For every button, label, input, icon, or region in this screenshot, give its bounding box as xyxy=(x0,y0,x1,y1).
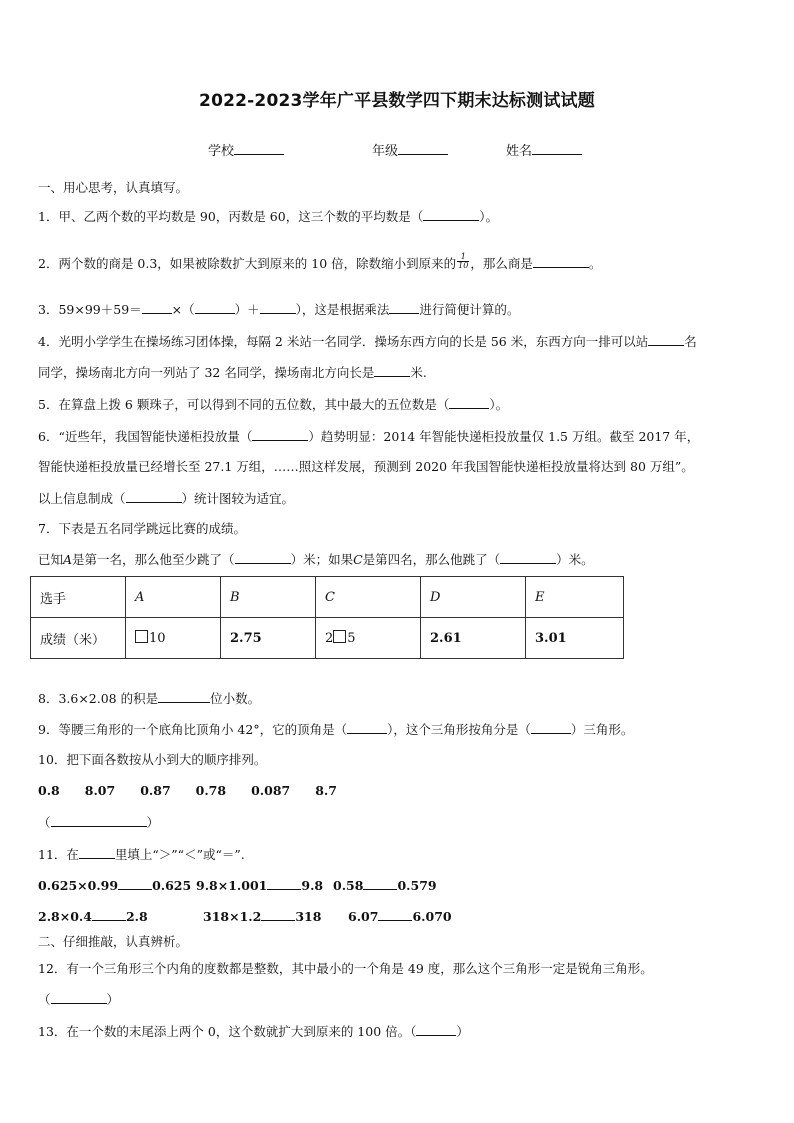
table-cell-b: 2.75 xyxy=(221,618,316,659)
question-6-line-2: 智能快递柜投放量已经增长至 27.1 万组，……照这样发展，预测到 2020 年我国智能快递柜投放量将达到 80 万组”。 xyxy=(38,459,694,474)
empty-box-icon[interactable] xyxy=(135,630,148,643)
exam-title: 2022-2023学年广平县数学四下期末达标测试试题 xyxy=(199,91,595,111)
q9-end: ）三角形。 xyxy=(570,722,634,737)
q11-expr xyxy=(38,908,148,925)
q7-text-4: 是第四名，那么他跳了（ xyxy=(362,552,501,567)
question-2 xyxy=(38,252,602,273)
q3-end: 进行简便计算的。 xyxy=(419,302,520,317)
school-blank[interactable] xyxy=(234,142,284,155)
question-6-line-1 xyxy=(38,428,699,445)
q3-blank-4[interactable] xyxy=(389,301,419,314)
question-13 xyxy=(38,1023,469,1040)
q4-text-2: 名 xyxy=(684,334,697,349)
q11-left: 2.8×0.4 xyxy=(38,909,92,924)
table-header-cell: C xyxy=(316,577,421,618)
q11-expr xyxy=(38,877,191,894)
q11-sample-blank xyxy=(79,846,115,859)
question-10: 10．把下面各数按从小到大的顺序排列。 xyxy=(38,752,267,767)
question-3 xyxy=(38,301,519,318)
q11-compare-blank[interactable] xyxy=(378,908,412,921)
question-8 xyxy=(38,690,260,707)
q3-text-4: ），这是根据乘法 xyxy=(295,302,390,317)
q2-blank[interactable] xyxy=(533,255,589,268)
q11-left: 0.625×0.99 xyxy=(38,878,119,893)
q7-end: ）米。 xyxy=(556,552,594,567)
question-1 xyxy=(38,208,498,225)
q7-var-a: A xyxy=(63,552,73,567)
q4-text-3: 同学，操场南北方向一列站了 32 名同学，操场南北方向长是 xyxy=(38,365,375,380)
table-header-cell: B xyxy=(221,577,316,618)
q8-end: 位小数。 xyxy=(210,691,261,706)
table-header-row xyxy=(31,577,624,618)
table-header-cell: E xyxy=(526,577,624,618)
cell-a-digits: 10 xyxy=(149,631,166,646)
q7-text-3: ）米；如果 xyxy=(290,552,354,567)
fraction-one-tenth xyxy=(457,253,469,270)
q7-text-2: 是第一名，那么他至少跳了（ xyxy=(72,552,235,567)
table-cell-a xyxy=(126,618,221,659)
table-cell-d: 2.61 xyxy=(421,618,526,659)
fraction-denominator: 10 xyxy=(458,261,469,270)
q11-expr xyxy=(333,877,437,894)
question-5 xyxy=(38,396,508,413)
q9-blank-1[interactable] xyxy=(347,721,387,734)
q11-right: 318 xyxy=(295,909,322,924)
question-11 xyxy=(38,846,245,863)
q7-blank-2[interactable] xyxy=(500,551,556,564)
q6-blank-1[interactable] xyxy=(252,428,308,441)
q6-end: ）统计图较为适宜。 xyxy=(181,491,295,506)
q11-compare-blank[interactable] xyxy=(118,877,152,890)
q3-blank-2[interactable] xyxy=(195,301,235,314)
q9-text: 9．等腰三角形的一个底角比顶角小 42°，它的顶角是（ xyxy=(38,722,348,737)
q11-expr xyxy=(203,908,321,925)
q11-compare-blank[interactable] xyxy=(261,908,295,921)
q11-right: 6.070 xyxy=(412,909,452,924)
q8-text: 8．3.6×2.08 的积是 xyxy=(38,691,159,706)
name-field xyxy=(506,140,582,159)
q3-text-2: ×（ xyxy=(171,302,195,317)
q5-text: 5．在算盘上拨 6 颗珠子，可以得到不同的五位数，其中最大的五位数是（ xyxy=(38,397,450,412)
q13-blank[interactable] xyxy=(416,1023,456,1036)
q12-open-paren: （ xyxy=(38,992,51,1007)
q2-text: 2．两个数的商是 0.3，如果被除数扩大到原来的 10 倍，除数缩小到原来的 xyxy=(38,256,457,271)
q12-close-paren: ） xyxy=(106,992,120,1007)
table-row-label: 成绩（米） xyxy=(31,618,126,659)
q11-compare-blank[interactable] xyxy=(267,877,301,890)
q8-blank[interactable] xyxy=(158,690,210,703)
q6-blank-2[interactable] xyxy=(126,490,182,503)
q11-expr xyxy=(348,908,452,925)
q11-left: 318×1.2 xyxy=(203,909,262,924)
q2-text-2: ，那么商是 xyxy=(470,256,533,271)
q7-var-c: C xyxy=(353,552,363,567)
q4-end: 米. xyxy=(410,365,427,380)
q2-end: 。 xyxy=(588,256,602,271)
name-blank[interactable] xyxy=(532,142,582,155)
grade-field xyxy=(372,140,448,159)
q10-blank[interactable] xyxy=(51,814,147,827)
question-7-prompt xyxy=(38,551,594,568)
section-2-heading: 二、仔细推敲，认真辨析。 xyxy=(38,934,189,949)
q11-left: 0.58 xyxy=(333,878,364,893)
q11-text: 11．在 xyxy=(38,847,79,862)
empty-box-icon[interactable] xyxy=(333,630,346,643)
cell-c-prefix: 2 xyxy=(325,631,334,646)
q6-text-3: 以上信息制成（ xyxy=(38,491,126,506)
school-field xyxy=(208,140,284,159)
q1-end: ）。 xyxy=(479,209,498,224)
q3-text-3: ）＋ xyxy=(234,302,260,317)
q11-left: 9.8×1.001 xyxy=(196,878,268,893)
q11-compare-blank[interactable] xyxy=(363,877,397,890)
q3-blank-1[interactable] xyxy=(142,301,172,314)
q9-blank-2[interactable] xyxy=(531,721,571,734)
q1-blank[interactable] xyxy=(423,208,479,221)
table-header-cell: 选手 xyxy=(31,577,126,618)
question-10-answer xyxy=(38,814,159,831)
q3-blank-3[interactable] xyxy=(260,301,296,314)
q10-close-paren: ） xyxy=(146,815,160,830)
question-7-intro: 7．下表是五名同学跳远比赛的成绩。 xyxy=(38,521,246,536)
q1-text: 1．甲、乙两个数的平均数是 90，丙数是 60，这三个数的平均数是（ xyxy=(38,209,424,224)
question-4-line-1 xyxy=(38,333,697,350)
long-jump-table xyxy=(30,576,624,659)
q11-text-2: 里填上“＞”“＜”或“＝”. xyxy=(114,847,245,862)
q4-blank-2[interactable] xyxy=(374,364,410,377)
grade-label: 年级 xyxy=(372,144,399,159)
grade-blank[interactable] xyxy=(398,142,448,155)
q11-left: 6.07 xyxy=(348,909,379,924)
question-9 xyxy=(38,721,633,738)
q12-blank[interactable] xyxy=(51,991,107,1004)
fraction-numerator: 1 xyxy=(457,253,469,262)
q13-text: 13．在一个数的末尾添上两个 0，这个数就扩大到原来的 100 倍。（ xyxy=(38,1024,417,1039)
q13-end: ） xyxy=(456,1024,469,1039)
q6-text: 6．“近些年，我国智能快递柜投放量（ xyxy=(38,429,253,444)
question-6-line-3 xyxy=(38,490,294,507)
table-cell-e: 3.01 xyxy=(526,618,624,659)
q6-text-2: ）趋势明显：2014 年智能快递柜投放量仅 1.5 万组。截至 2017 年， xyxy=(308,429,700,444)
question-12: 12．有一个三角形三个内角的度数都是整数，其中最小的一个角是 49 度，那么这个三角形一定是锐角三角形。 xyxy=(38,961,653,976)
q9-text-2: ），这个三角形按角分是（ xyxy=(387,722,531,737)
section-1-heading: 一、用心思考，认真填写。 xyxy=(38,180,189,195)
q3-text: 3．59×99＋59＝ xyxy=(38,302,142,317)
q5-end: ）。 xyxy=(489,397,509,412)
q11-right: 9.8 xyxy=(301,878,324,893)
table-row xyxy=(31,618,624,659)
table-header-cell: A xyxy=(126,577,221,618)
school-label: 学校 xyxy=(208,144,235,159)
q10-open-paren: （ xyxy=(38,815,51,830)
question-10-numbers: 0.8 8.07 0.87 0.78 0.087 8.7 xyxy=(38,783,337,798)
q4-blank-1[interactable] xyxy=(648,333,684,346)
q11-right: 0.579 xyxy=(397,878,437,893)
table-cell-c xyxy=(316,618,421,659)
question-4-line-2 xyxy=(38,364,427,381)
q7-blank-1[interactable] xyxy=(235,551,291,564)
table-header-cell: D xyxy=(421,577,526,618)
q5-blank[interactable] xyxy=(449,396,489,409)
name-label: 姓名 xyxy=(506,144,533,159)
q7-text-1: 已知 xyxy=(38,552,64,567)
q11-right: 0.625 xyxy=(152,878,192,893)
question-12-answer xyxy=(38,991,119,1008)
cell-c-suffix: 5 xyxy=(347,631,356,646)
q11-right: 2.8 xyxy=(125,909,148,924)
q11-compare-blank[interactable] xyxy=(92,908,126,921)
q4-text: 4．光明小学学生在操场练习团体操，每隔 2 米站一名同学．操场东西方向的长是 56 米，东西方向一排可以站 xyxy=(38,334,649,349)
q11-expr xyxy=(196,877,323,894)
